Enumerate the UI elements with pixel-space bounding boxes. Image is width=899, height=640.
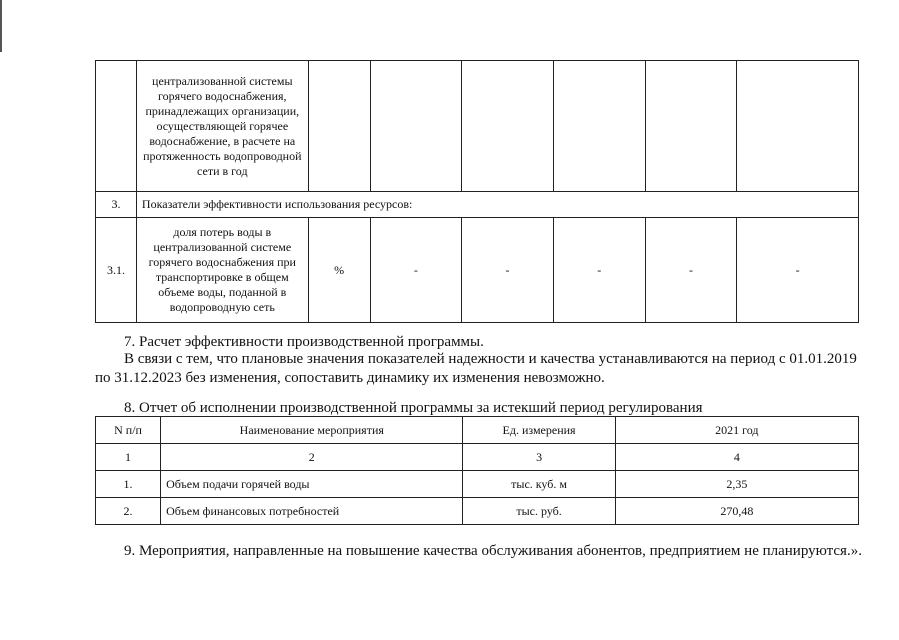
table-row bbox=[96, 61, 859, 192]
row-number-cell: 3.1. bbox=[96, 218, 137, 323]
table-row bbox=[96, 218, 859, 323]
value-cell: 2,35 bbox=[615, 471, 858, 498]
value-cell: - bbox=[737, 218, 859, 323]
indicator-name-cell: доля потерь воды в централизованной системе горячего водоснабжения при транспортировке в общем объеме воды, поданной в водопроводную сеть bbox=[136, 218, 308, 323]
section-9-text: 9. Мероприятия, направленные на повышение качества обслуживания абонентов, предприятием не планируются.». bbox=[124, 543, 862, 559]
value-cell: - bbox=[645, 218, 737, 323]
unit-cell: тыс. куб. м bbox=[463, 471, 615, 498]
indicators-table bbox=[95, 60, 859, 323]
value-cell: - bbox=[462, 218, 554, 323]
value-cell bbox=[553, 61, 645, 192]
column-index: 2 bbox=[161, 444, 463, 471]
column-header: Наименование мероприятия bbox=[161, 417, 463, 444]
measure-name-cell: Объем финансовых потребностей bbox=[161, 498, 463, 525]
column-index: 3 bbox=[463, 444, 615, 471]
value-cell bbox=[737, 61, 859, 192]
section-8-heading: 8. Отчет об исполнении производственной программы за истекший период регулирования bbox=[124, 400, 703, 416]
value-cell: 270,48 bbox=[615, 498, 858, 525]
unit-cell: % bbox=[308, 218, 370, 323]
value-cell bbox=[370, 61, 462, 192]
section-row bbox=[96, 192, 859, 218]
value-cell bbox=[645, 61, 737, 192]
column-header: 2021 год bbox=[615, 417, 858, 444]
section-number: 3. bbox=[96, 192, 137, 218]
section-7-heading: 7. Расчет эффективности производственной программы. bbox=[124, 334, 484, 350]
column-header: N п/п bbox=[96, 417, 161, 444]
column-index: 4 bbox=[615, 444, 858, 471]
column-index: 1 bbox=[96, 444, 161, 471]
report-table bbox=[95, 416, 859, 525]
column-header: Ед. измерения bbox=[463, 417, 615, 444]
section-title: Показатели эффективности использования ресурсов: bbox=[136, 192, 858, 218]
section-7-body: В связи с тем, что плановые значения показателей надежности и качества устанавливаются на период с 01.01.2019 по 31.12.2023 без изменения, сопоставить динамику их изменения невозможно. bbox=[95, 351, 857, 386]
value-cell: - bbox=[553, 218, 645, 323]
column-index-row bbox=[96, 444, 859, 471]
unit-cell bbox=[308, 61, 370, 192]
unit-cell: тыс. руб. bbox=[463, 498, 615, 525]
value-cell: - bbox=[370, 218, 462, 323]
table-row bbox=[96, 498, 859, 525]
table-header-row bbox=[96, 417, 859, 444]
row-number-cell: 2. bbox=[96, 498, 161, 525]
row-number-cell: 1. bbox=[96, 471, 161, 498]
table-row bbox=[96, 471, 859, 498]
indicator-name-cell: централизованной системы горячего водоснабжения, принадлежащих организации, осуществляющей горячее водоснабжение, в расчете на протяженность водопроводной сети в год bbox=[136, 61, 308, 192]
scan-edge-mark bbox=[0, 0, 2, 52]
value-cell bbox=[462, 61, 554, 192]
measure-name-cell: Объем подачи горячей воды bbox=[161, 471, 463, 498]
row-number-cell bbox=[96, 61, 137, 192]
